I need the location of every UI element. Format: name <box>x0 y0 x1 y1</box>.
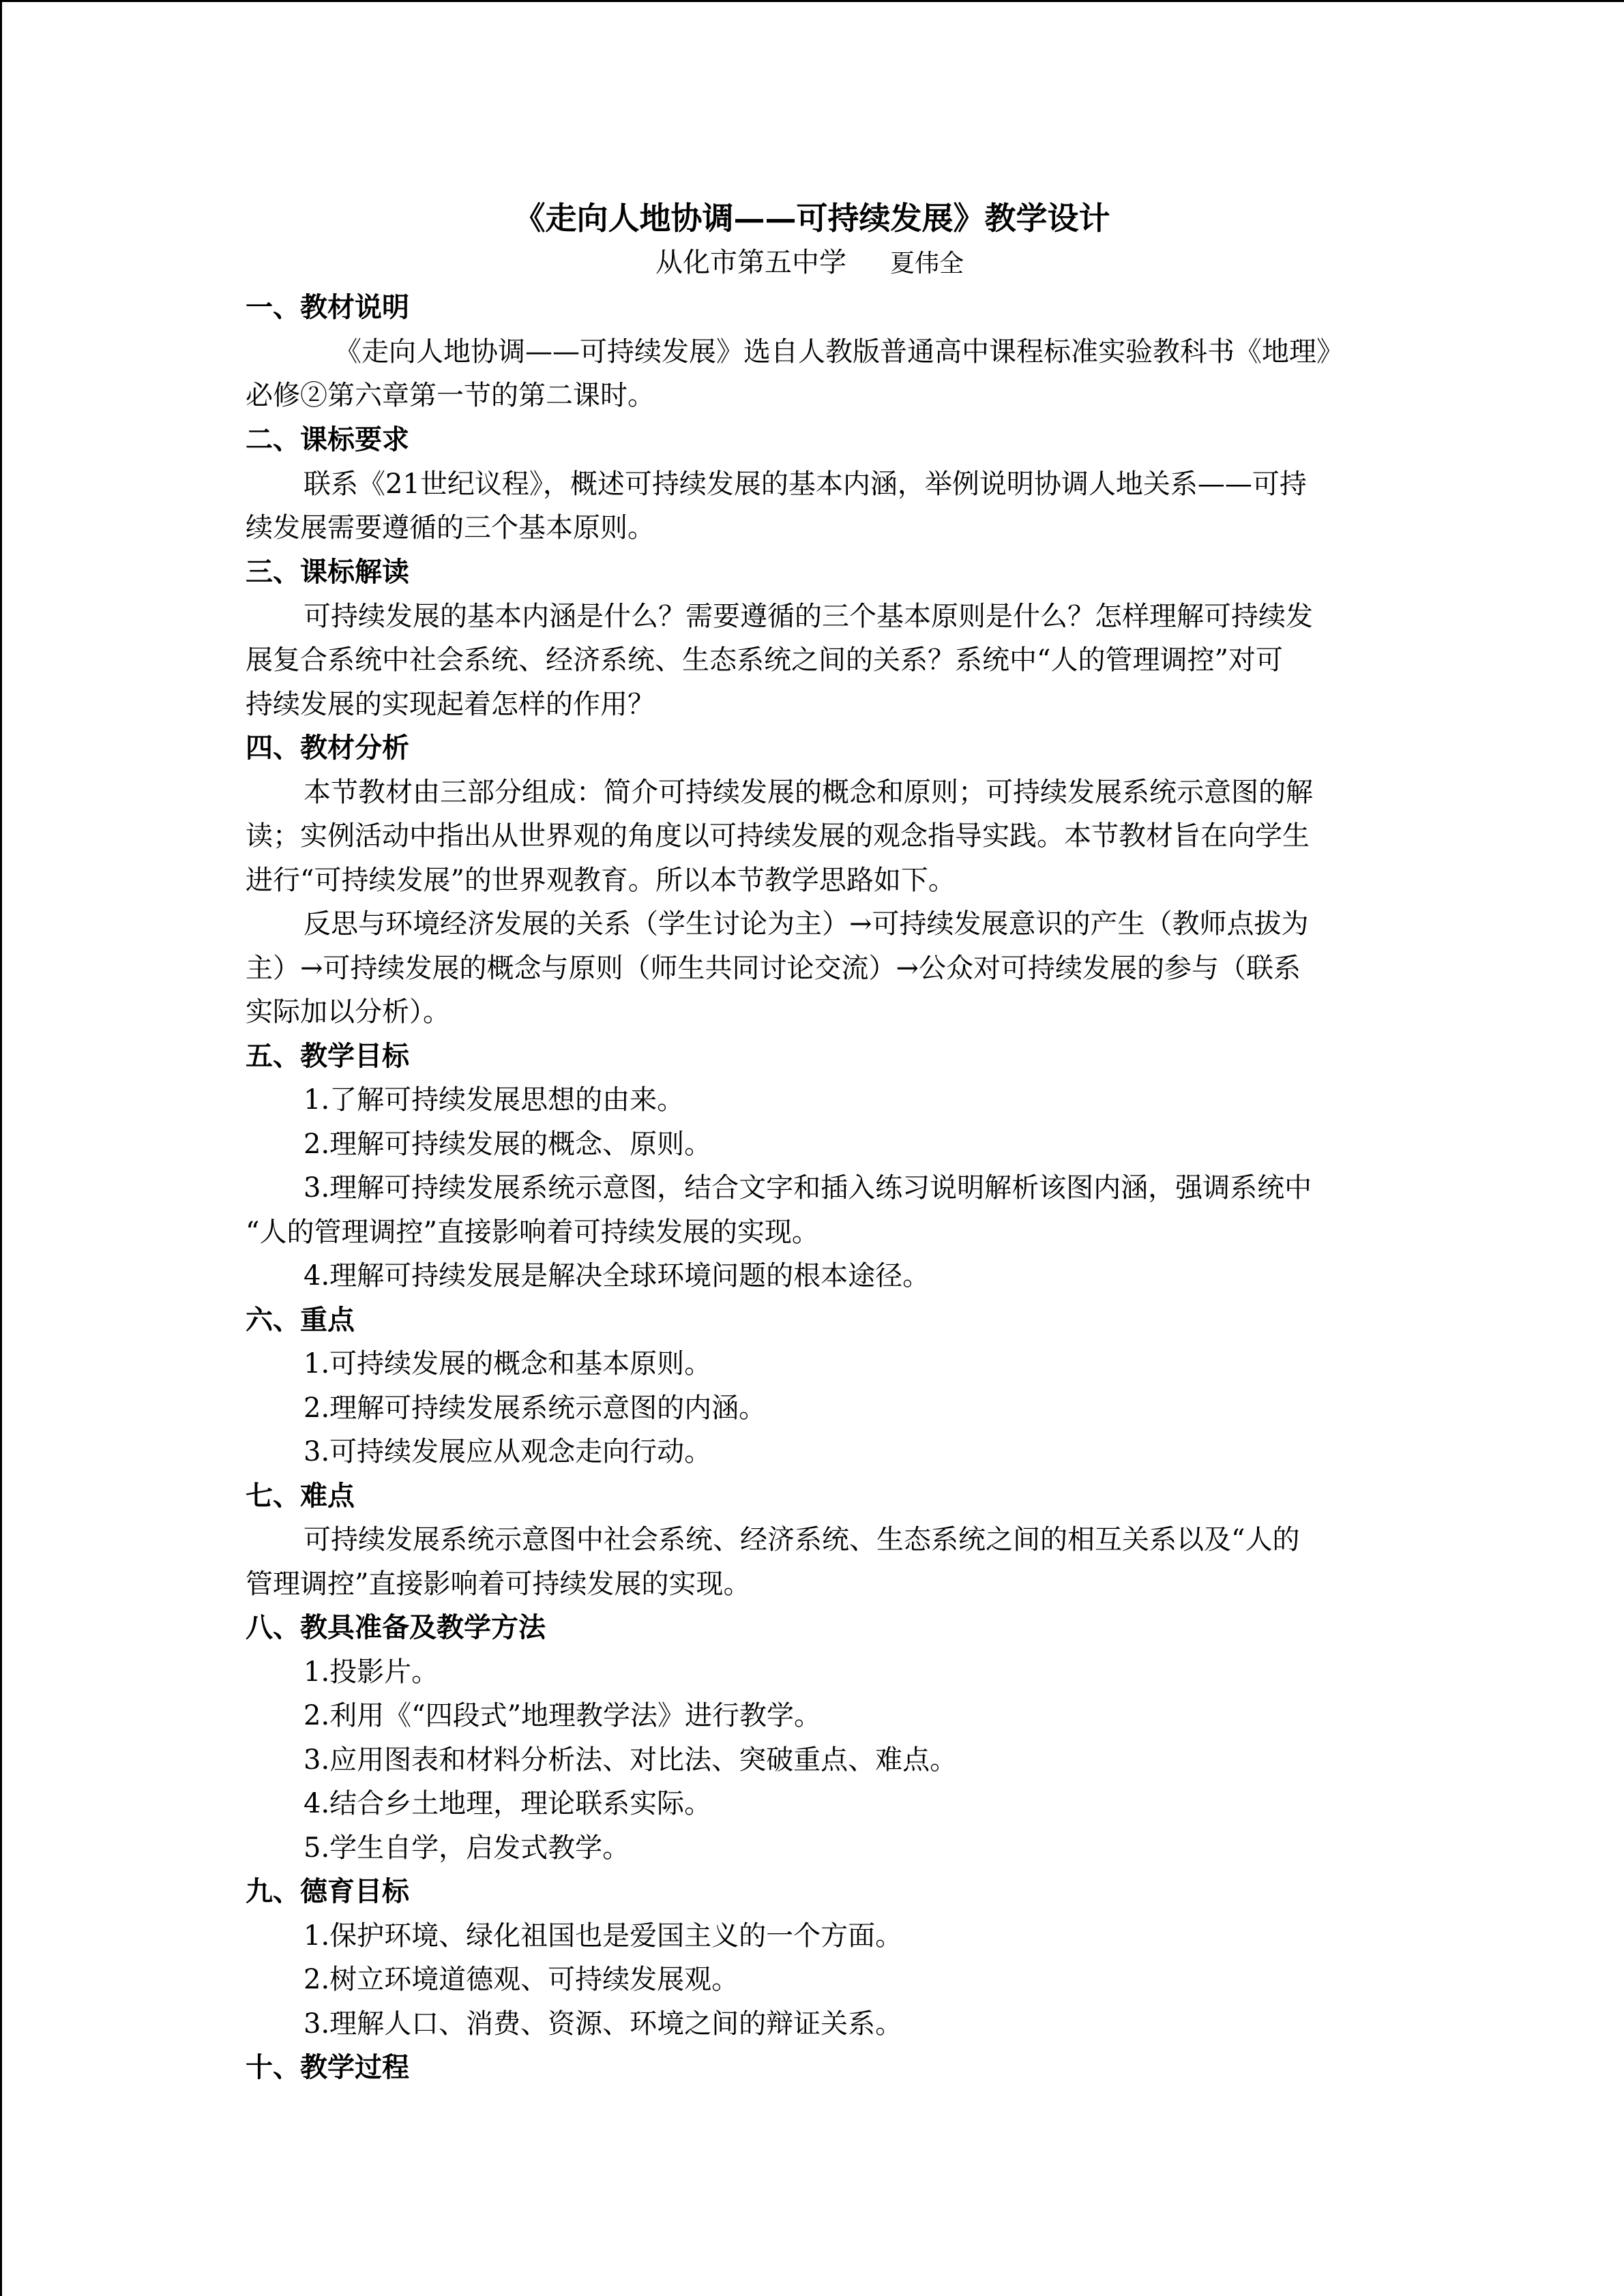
paragraph-line: 实际加以分析）。 <box>246 996 450 1028</box>
paragraph-line: 持续发展的实现起着怎样的作用？ <box>246 689 655 720</box>
page-top-border <box>0 0 1624 2</box>
list-item: 2.理解可持续发展的概念、原则。 <box>304 1129 712 1160</box>
section-heading-moral-education-goals: 九、德育目标 <box>246 1875 409 1907</box>
section-heading-textbook-note: 一、教材说明 <box>246 291 409 323</box>
list-item: 3.理解可持续发展系统示意图，结合文字和插入练习说明解析该图内涵，强调系统中 <box>304 1172 1312 1204</box>
list-item-continuation: “人的管理调控”直接影响着可持续发展的实现。 <box>246 1217 819 1248</box>
paragraph-line: 联系《21世纪议程》，概述可持续发展的基本内涵，举例说明协调人地关系——可持 <box>304 468 1307 500</box>
list-item: 4.理解可持续发展是解决全球环境问题的根本途径。 <box>304 1260 930 1292</box>
section-heading-curriculum-interpretation: 三、课标解读 <box>246 556 409 588</box>
list-item: 2.理解可持续发展系统示意图的内涵。 <box>304 1392 767 1424</box>
section-heading-key-points: 六、重点 <box>246 1304 355 1336</box>
paragraph-line: 可持续发展系统示意图中社会系统、经济系统、生态系统之间的相互关系以及“人的 <box>304 1524 1300 1555</box>
list-item: 3.理解人口、消费、资源、环境之间的辩证关系。 <box>304 2008 903 2040</box>
paragraph-line: 反思与环境经济发展的关系（学生讨论为主）→可持续发展意识的产生（教师点拔为 <box>304 908 1309 940</box>
paragraph-line: 本节教材由三部分组成：简介可持续发展的概念和原则；可持续发展系统示意图的解 <box>304 777 1313 808</box>
list-item: 3.可持续发展应从观念走向行动。 <box>304 1436 712 1467</box>
section-heading-difficulties: 七、难点 <box>246 1480 355 1512</box>
list-item: 1.了解可持续发展思想的由来。 <box>304 1084 685 1116</box>
paragraph-line: 续发展需要遵循的三个基本原则。 <box>246 512 655 543</box>
document-byline <box>655 243 964 283</box>
paragraph-line: 主）→可持续发展的概念与原则（师生共同讨论交流）→公众对可持续发展的参与（联系 <box>246 953 1301 984</box>
list-item: 4.结合乡土地理，理论联系实际。 <box>304 1788 712 1819</box>
school-name: 从化市第五中学 <box>655 247 846 278</box>
list-item: 2.利用《“四段式”地理教学法》进行教学。 <box>304 1700 822 1731</box>
paragraph-line: 必修②第六章第一节的第二课时。 <box>246 380 655 411</box>
list-item: 5.学生自学，启发式教学。 <box>304 1832 630 1864</box>
page-left-border <box>0 0 2 2296</box>
list-item: 1.可持续发展的概念和基本原则。 <box>304 1348 712 1380</box>
list-item: 2.树立环境道德观、可持续发展观。 <box>304 1964 739 1995</box>
list-item: 1.保护环境、绿化祖国也是爱国主义的一个方面。 <box>304 1920 903 1952</box>
paragraph-line: 进行“可持续发展”的世界观教育。所以本节教学思路如下。 <box>246 865 956 896</box>
paragraph-line: 《走向人地协调——可持续发展》选自人教版普通高中课程标准实验教科书《地理》 <box>334 336 1344 368</box>
section-heading-textbook-analysis: 四、教材分析 <box>246 732 409 764</box>
paragraph-line: 读；实例活动中指出从世界观的角度以可持续发展的观念指导实践。本节教材旨在向学生 <box>246 820 1310 852</box>
author-name: 夏伟全 <box>890 250 964 278</box>
section-heading-teaching-objectives: 五、教学目标 <box>246 1040 409 1072</box>
paragraph-line: 管理调控”直接影响着可持续发展的实现。 <box>246 1568 751 1600</box>
document-title: 《走向人地协调——可持续发展》教学设计 <box>514 200 1110 237</box>
section-heading-teaching-process: 十、教学过程 <box>246 2051 409 2083</box>
list-item: 3.应用图表和材料分析法、对比法、突破重点、难点。 <box>304 1744 958 1776</box>
list-item: 1.投影片。 <box>304 1656 439 1688</box>
section-heading-teaching-aids-methods: 八、教具准备及教学方法 <box>246 1611 546 1643</box>
paragraph-line: 可持续发展的基本内涵是什么？需要遵循的三个基本原则是什么？怎样理解可持续发 <box>304 601 1313 632</box>
section-heading-curriculum-requirements: 二、课标要求 <box>246 423 409 456</box>
paragraph-line: 展复合系统中社会系统、经济系统、生态系统之间的关系？系统中“人的管理调控”对可 <box>246 644 1283 676</box>
